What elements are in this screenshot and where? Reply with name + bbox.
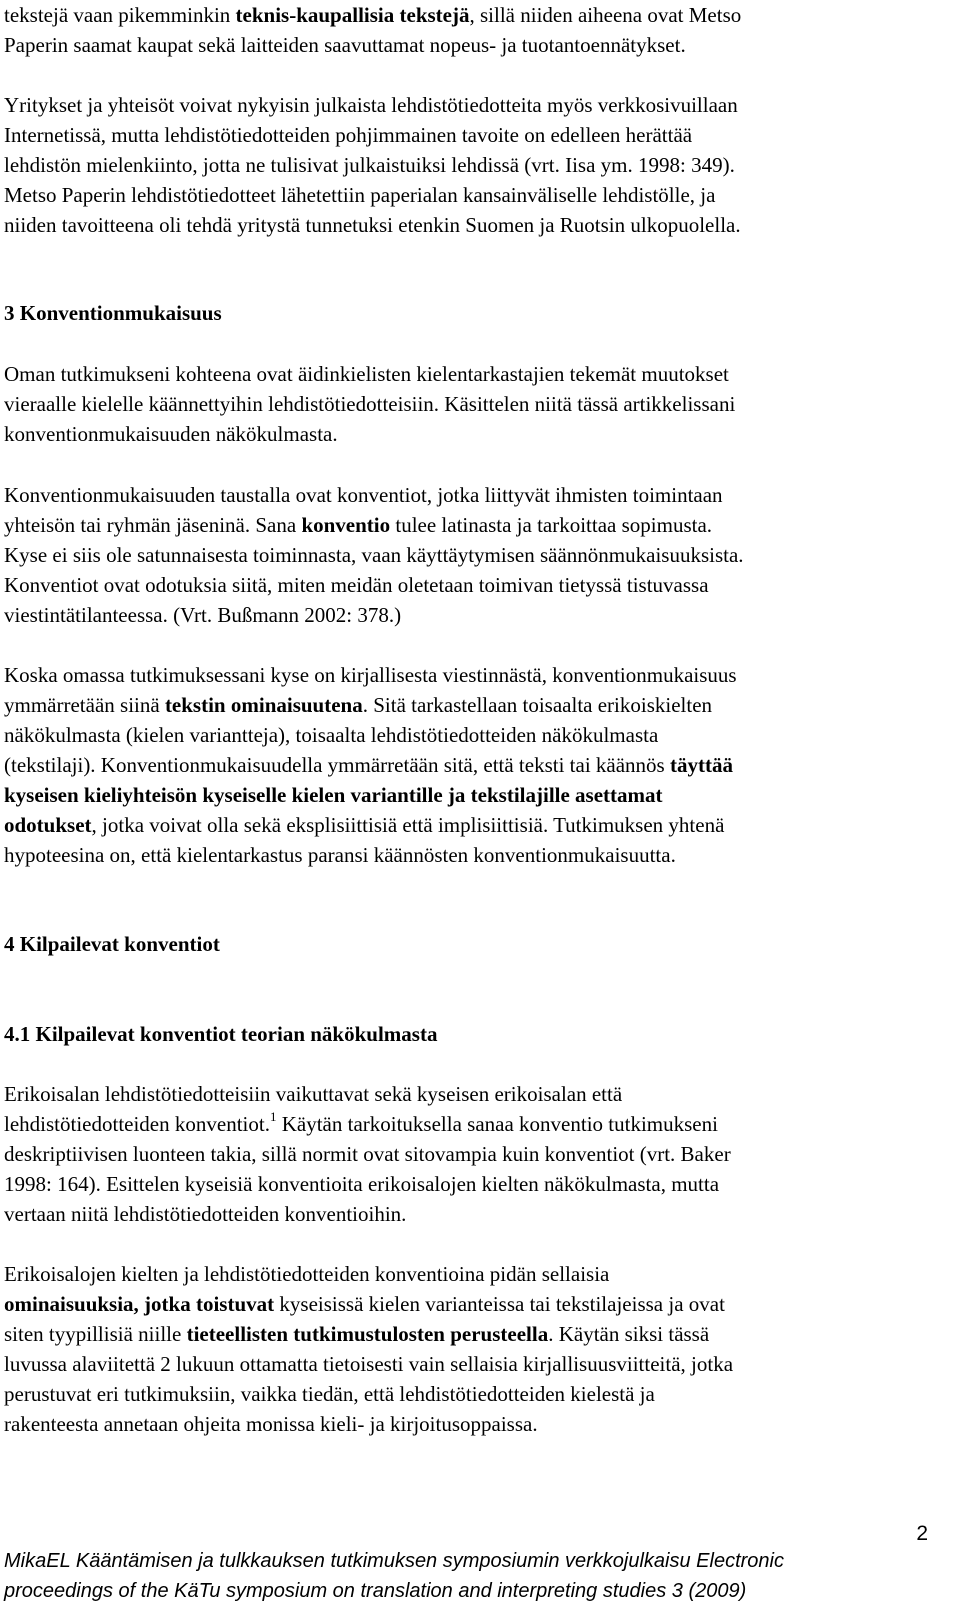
text-line: Konventionmukaisuuden taustalla ovat konventiot, jotka liittyvät ihmisten toimintaan: [4, 483, 723, 507]
paragraph-text-property: [4, 660, 944, 870]
text-line: ymmärretään siinä tekstin ominaisuutena. Sitä tarkastellaan toisaalta erikoiskielten: [4, 693, 713, 717]
text-line: Koska omassa tutkimuksessani kyse on kirjallisesta viestinnästä, konventionmukaisuus: [4, 663, 737, 687]
section-heading-3: 3 Konventionmukaisuus: [4, 301, 222, 325]
paragraph-competing-conventions: [4, 1079, 944, 1229]
text-line: Oman tutkimukseni kohteena ovat äidinkielisten kielentarkastajien tekemät muutokset: [4, 362, 729, 386]
text-line: tekstejä vaan pikemminkin teknis-kaupallisia tekstejä, sillä niiden aiheena ovat Metso: [4, 3, 742, 27]
text-line: Erikoisalojen kielten ja lehdistötiedotteiden konventioina pidän sellaisia: [4, 1262, 610, 1286]
text-line: konventionmukaisuuden näkökulmasta.: [4, 422, 338, 446]
text-line: deskriptiivisen luonteen takia, sillä normit ovat sitovampia kuin konventiot (vrt. Baker: [4, 1142, 731, 1166]
text-line: Paperin saamat kaupat sekä laitteiden saavuttamat nopeus- ja tuotantoennätykset.: [4, 33, 686, 57]
text-line: rakenteesta annetaan ohjeita monissa kieli- ja kirjoitusoppaissa.: [4, 1412, 538, 1436]
text-line: vertaan niitä lehdistötiedotteiden konventioihin.: [4, 1202, 407, 1226]
text-line: perustuvat eri tutkimuksiin, vaikka tiedän, että lehdistötiedotteiden kielestä ja: [4, 1382, 655, 1406]
text-line: odotukset, jotka voivat olla sekä eksplisiittisiä että implisiittisiä. Tutkimuksen yhtenä: [4, 813, 725, 837]
section-heading-4: 4 Kilpailevat konventiot: [4, 932, 220, 956]
text-line: Konventiot ovat odotuksia siitä, miten meidän oletetaan toimivan tietyssä tistuvassa: [4, 573, 709, 597]
text-line: niiden tavoitteena oli tehdä yritystä tunnetuksi etenkin Suomen ja Ruotsin ulkopuolella.: [4, 213, 741, 237]
text-line: kyseisen kieliyhteisön kyseiselle kielen variantille ja tekstilajille asettamat: [4, 783, 663, 807]
footer-line: MikaEL Kääntämisen ja tulkkauksen tutkimuksen symposiumin verkkojulkaisu Electronic: [4, 1550, 784, 1572]
text-line: hypoteesina on, että kielentarkastus paransi käännösten konventionmukaisuutta.: [4, 843, 676, 867]
text-line: luvussa alaviitettä 2 lukuun ottamatta tietoisesti vain sellaisia kirjallisuusviitteitä, jotka: [4, 1352, 734, 1376]
paragraph-own-study: [4, 359, 944, 449]
text-line: lehdistötiedotteiden konventiot.$^1$ Käytän tarkoituksella sanaa konventio tutkimukseni: [4, 1109, 718, 1136]
page-number: 2: [916, 1522, 928, 1545]
text-line: yhteisön tai ryhmän jäseninä. Sana konventio tulee latinasta ja tarkoittaa sopimusta.: [4, 513, 713, 537]
text-line: ominaisuuksia, jotka toistuvat kyseisissä kielen varianteissa tai tekstilajeissa ja ovat: [4, 1292, 725, 1316]
text-line: Yritykset ja yhteisöt voivat nykyisin julkaista lehdistötiedotteita myös verkkosivuillaan: [4, 93, 738, 117]
text-line: Kyse ei siis ole satunnaisesta toiminnasta, vaan käyttäytymisen säännönmukaisuuksista.: [4, 543, 744, 567]
text-line: lehdistön mielenkiinto, jotta ne tulisivat julkaistuiksi lehdissä (vrt. Iisa ym. 1998: 349).: [4, 153, 735, 177]
footer-line: proceedings of the KäTu symposium on translation and interpreting studies 3 (2009): [4, 1580, 747, 1602]
text-line: Erikoisalan lehdistötiedotteisiin vaikuttavat sekä kyseisen erikoisalan että: [4, 1082, 623, 1106]
text-line: Internetissä, mutta lehdistötiedotteiden pohjimmainen tavoite on edelleen herättää: [4, 123, 693, 147]
text-line: näkökulmasta (kielen variantteja), toisaalta lehdistötiedotteiden näkökulmasta: [4, 723, 659, 747]
footer: [4, 1546, 944, 1606]
text-line: siten tyypillisiä niille tieteellisten tutkimustulosten perusteella. Käytän siksi tässä: [4, 1322, 710, 1346]
text-line: viestintätilanteessa. (Vrt. Bußmann 2002: 378.): [4, 603, 402, 627]
text-line: (tekstilaji). Konventionmukaisuudella ymmärretään sitä, että teksti tai käännös täyttää: [4, 753, 733, 777]
footnote-ref[interactable]: 1: [269, 1109, 277, 1124]
text-line: vieraalle kielelle käännettyihin lehdistötiedotteisiin. Käsittelen niitä tässä artikkelissani: [4, 392, 736, 416]
paragraph-intro: [4, 0, 944, 60]
paragraph-press-releases: [4, 90, 944, 240]
paragraph-conventions: [4, 480, 944, 630]
section-heading-4-1: 4.1 Kilpailevat konventiot teorian näkökulmasta: [4, 1022, 438, 1046]
text-line: Metso Paperin lehdistötiedotteet lähetettiin paperialan kansainväliselle lehdistölle, ja: [4, 183, 716, 207]
text-line: 1998: 164). Esittelen kyseisiä konventioita erikoisalojen kielten näkökulmasta, mutta: [4, 1172, 720, 1196]
paragraph-special-languages: [4, 1259, 944, 1439]
